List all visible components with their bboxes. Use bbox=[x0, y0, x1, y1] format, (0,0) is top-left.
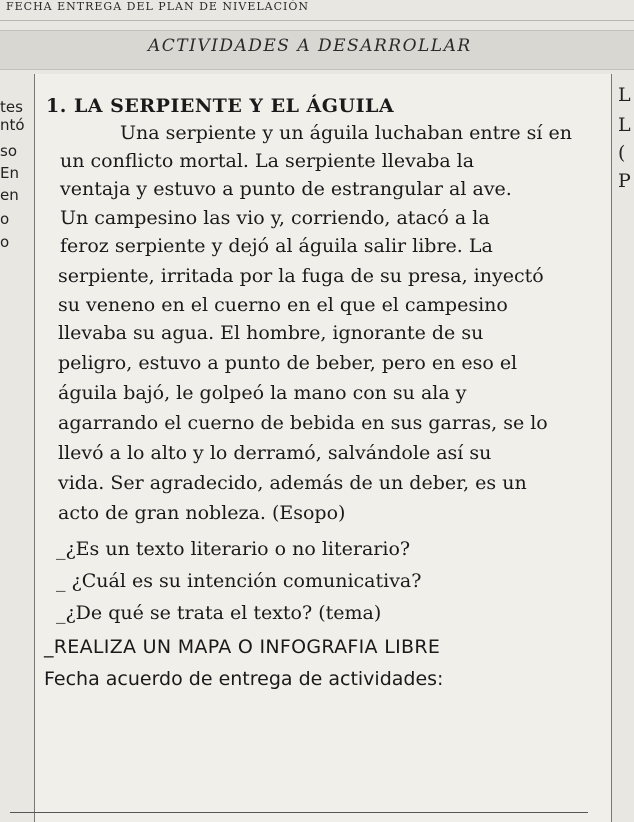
left-edge-fragment: o bbox=[0, 210, 10, 228]
delivery-date-label: Fecha acuerdo de entrega de actividades: bbox=[44, 668, 444, 690]
right-edge-fragment: ( bbox=[618, 142, 626, 164]
banner-title: ACTIVIDADES A DESARROLLAR bbox=[148, 36, 472, 56]
story-line: ventaja y estuvo a punto de estrangular al ave. bbox=[60, 178, 512, 200]
right-edge-fragment: P bbox=[618, 170, 631, 192]
right-edge-fragment: L bbox=[618, 84, 631, 106]
left-edge-fragment: tes bbox=[0, 98, 23, 116]
left-edge-fragment: en bbox=[0, 186, 19, 204]
story-line: feroz serpiente y dejó al águila salir libre. La bbox=[60, 235, 493, 257]
left-edge-fragment: so bbox=[0, 142, 17, 160]
question-topic: _¿De qué se trata el texto? (tema) bbox=[56, 602, 382, 624]
story-line: peligro, estuvo a punto de beber, pero en eso el bbox=[58, 352, 518, 374]
story-line: agarrando el cuerno de bebida en sus garras, se lo bbox=[58, 412, 548, 434]
question-literary: _¿Es un texto literario o no literario? bbox=[56, 538, 411, 560]
story-line: llevó a lo alto y lo derramó, salvándole así su bbox=[58, 442, 492, 464]
story-line: serpiente, irritada por la fuga de su presa, inyectó bbox=[58, 265, 544, 287]
story-line: su veneno en el cuerno en el que el campesino bbox=[58, 294, 508, 316]
left-edge-fragment: o bbox=[0, 233, 10, 251]
top-header-text: FECHA ENTREGA DEL PLAN DE NIVELACIÓN bbox=[6, 0, 310, 13]
story-line: acto de gran nobleza. (Esopo) bbox=[58, 502, 346, 524]
story-line: vida. Ser agradecido, además de un deber, es un bbox=[58, 472, 527, 494]
story-line: Un campesino las vio y, corriendo, atacó a la bbox=[60, 207, 490, 229]
story-line: un conflicto mortal. La serpiente llevaba la bbox=[60, 150, 475, 172]
left-edge-fragment: En bbox=[0, 164, 19, 182]
story-line: llevaba su agua. El hombre, ignorante de su bbox=[58, 322, 484, 344]
story-line: Una serpiente y un águila luchaban entre sí en bbox=[120, 122, 572, 144]
header-divider bbox=[0, 20, 634, 21]
story-line: águila bajó, le golpeó la mano con su ala y bbox=[58, 382, 467, 404]
story-heading: 1. LA SERPIENTE Y EL ÁGUILA bbox=[46, 95, 395, 117]
question-intention: _ ¿Cuál es su intención comunicativa? bbox=[56, 570, 422, 592]
left-edge-fragment: ntó bbox=[0, 116, 25, 134]
map-instruction: _REALIZA UN MAPA O INFOGRAFIA LIBRE bbox=[44, 636, 441, 658]
right-edge-fragment: L bbox=[618, 114, 631, 136]
answer-line bbox=[10, 812, 588, 813]
